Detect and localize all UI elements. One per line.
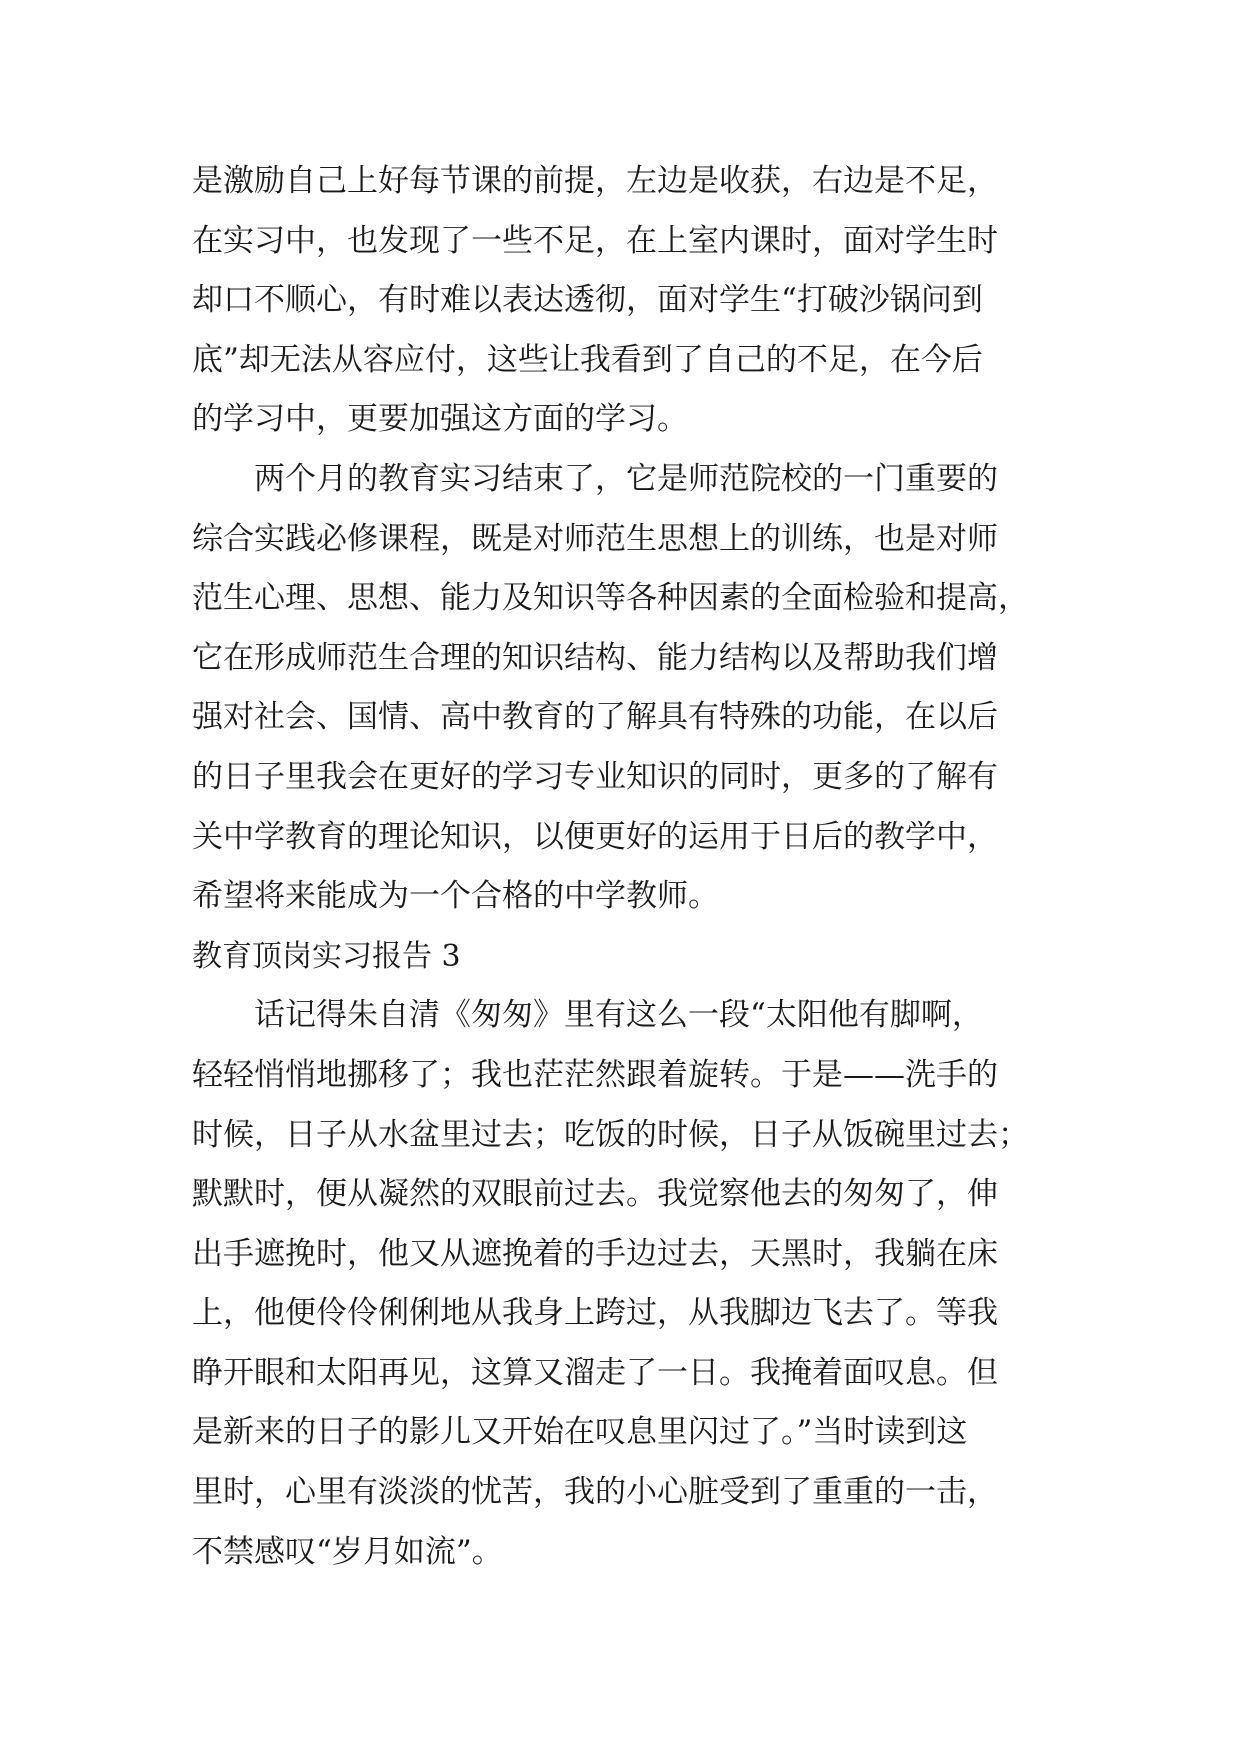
text-line: 的学习中，更要加强这方面的学习。	[192, 401, 688, 438]
text-line: 强对社会、国情、高中教育的了解具有特殊的功能，在以后	[192, 699, 998, 736]
text-line: 睁开眼和太阳再见，这算又溜走了一日。我掩着面叹息。但	[192, 1354, 998, 1391]
text-line: 轻轻悄悄地挪移了；我也茫茫然跟着旋转。于是——洗手的	[192, 1056, 998, 1093]
text-line: 默默时，便从凝然的双眼前过去。我觉察他去的匆匆了，伸	[192, 1176, 998, 1213]
text-line: 两个月的教育实习结束了，它是师范院校的一门重要的	[192, 460, 998, 497]
section-heading	[192, 927, 1072, 987]
text-line: 的日子里我会在更好的学习专业知识的同时，更多的了解有	[192, 758, 998, 795]
text-line: 底”却无法从容应付，这些让我看到了自己的不足，在今后	[192, 341, 983, 378]
text-line: 里时，心里有淡淡的忧苦，我的小心脏受到了重重的一击，	[192, 1474, 998, 1511]
paragraph-1	[192, 152, 1072, 450]
text-line: 时候，日子从水盆里过去；吃饭的时候，日子从饭碗里过去；	[192, 1116, 1029, 1153]
text-line: 却口不顺心，有时难以表达透彻，面对学生“打破沙锅问到	[192, 282, 983, 319]
document-body	[192, 152, 1072, 1582]
paragraph-2	[192, 450, 1072, 927]
text-line: 话记得朱自清《匆匆》里有这么一段“太阳他有脚啊，	[192, 997, 983, 1034]
text-line: 在实习中，也发现了一些不足，在上室内课时，面对学生时	[192, 222, 998, 259]
text-line: 上，他便伶伶俐俐地从我身上跨过，从我脚边飞去了。等我	[192, 1295, 998, 1332]
text-line: 综合实践必修课程，既是对师范生思想上的训练，也是对师	[192, 520, 998, 557]
text-line: 它在形成师范生合理的知识结构、能力结构以及帮助我们增	[192, 639, 998, 676]
text-line: 是新来的日子的影儿又开始在叹息里闪过了。”当时读到这	[192, 1414, 968, 1451]
text-line: 不禁感叹“岁月如流”。	[192, 1533, 503, 1570]
text-line: 出手遮挽时，他又从遮挽着的手边过去，天黑时，我躺在床	[192, 1235, 998, 1272]
text-line: 关中学教育的理论知识，以便更好的运用于日后的教学中，	[192, 818, 998, 855]
heading-text: 教育顶岗实习报告 3	[192, 938, 461, 974]
text-line: 希望将来能成为一个合格的中学教师。	[192, 878, 719, 915]
text-line: 范生心理、思想、能力及知识等各种因素的全面检验和提高，	[192, 580, 1029, 617]
text-line: 是激励自己上好每节课的前提，左边是收获，右边是不足，	[192, 163, 998, 199]
paragraph-3	[192, 986, 1072, 1582]
